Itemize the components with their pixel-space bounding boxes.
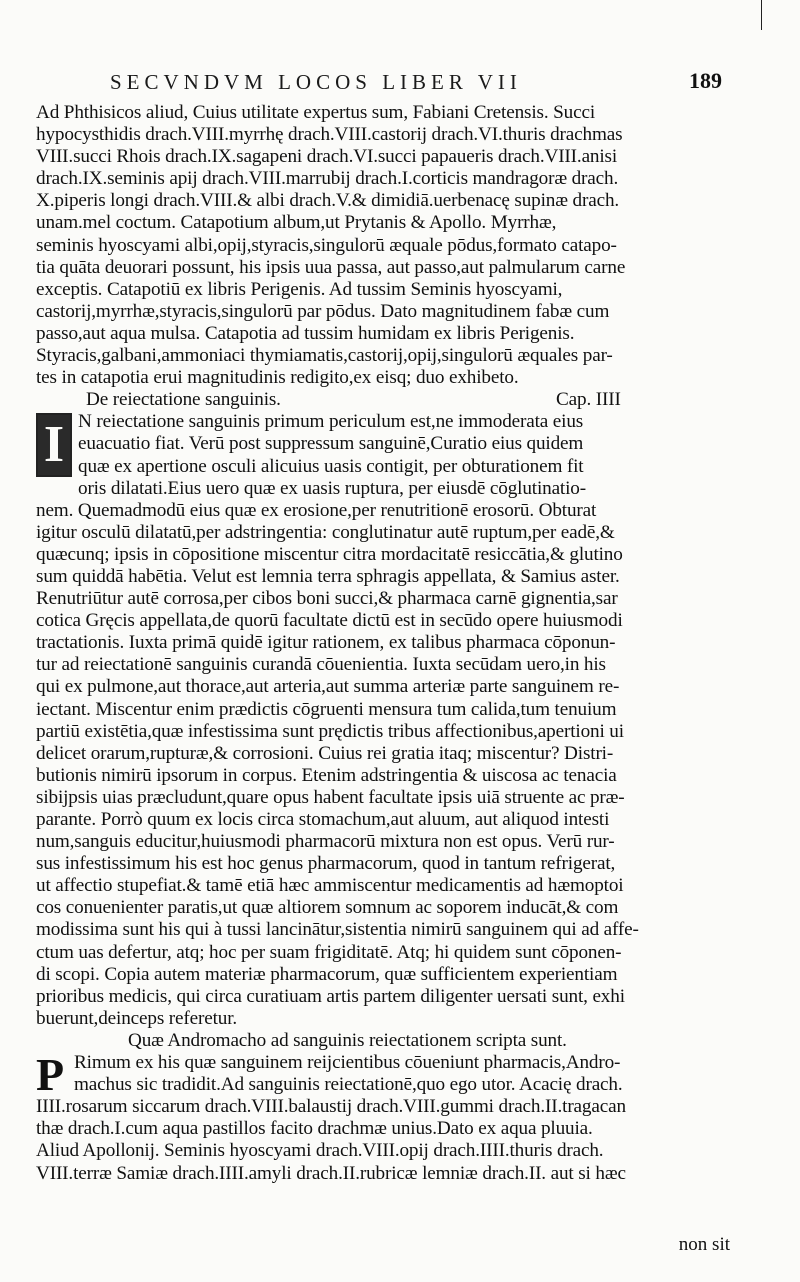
section-heading-andromacho: Quæ Andromacho ad sanguinis reiectationem scripta sunt. — [128, 1029, 567, 1051]
text-line: Rimum ex his quæ sanguinem reijcientibus cōueniunt pharmacis,Andro- — [74, 1052, 621, 1074]
text-line: di scopi. Copia autem materiæ pharmacorum, quæ sufficientem experientiam — [36, 963, 618, 985]
text-line: igitur osculū dilatatū,per adstringentia: conglutinatur autē ruptum,per eadē,& — [36, 521, 615, 543]
body-text — [36, 102, 730, 1185]
text-line: Styracis,galbani,ammoniaci thymiamatis,castorij,opij,singulorū æquales par- — [36, 345, 613, 367]
text-line: Ad Phthisicos aliud, Cuius utilitate expertus sum, Fabiani Cretensis. Succi — [36, 102, 595, 123]
text-line: machus sic tradidit.Ad sanguinis reiectationē,quo ego utor. Acacię drach. — [74, 1074, 623, 1096]
initial-capital-p: P — [36, 1049, 65, 1101]
text-line: sibijpsis uias præcludunt,quare opus habent facultate ipsis uiā struente ac præ- — [36, 786, 625, 808]
text-line: X.piperis longi drach.VIII.& albi drach.V.& dimidiā.uerbenacę supinæ drach. — [36, 190, 620, 212]
text-line: tes in catapotia erui magnitudinis redigito,ex eisq; duo exhibeto. — [36, 367, 519, 389]
paragraph-phthisicos — [36, 102, 730, 389]
text-line: delicet orarum,rupturæ,& corrosioni. Cuius rei gratia itaq; miscentur? Distri- — [36, 742, 614, 764]
running-head-title: SECVNDVM LOCOS LIBER VII — [110, 70, 522, 94]
text-line: exceptis. Catapotiū ex libris Perigenis. Ad tussim Seminis hyoscyami, — [36, 278, 563, 300]
text-line: partiū existētia,quæ infestissima sunt prędictis tribus affectionibus,apertioni ui — [36, 720, 624, 742]
text-line: oris dilatati.Eius uero quæ ex uasis ruptura, per eiusdē cōglutinatio- — [78, 477, 586, 499]
text-line: ctum uas defertur, atq; hoc per suam frigiditatē. Atq; hi quidem sunt cōponen- — [36, 941, 622, 963]
text-line: hypocysthidis drach.VIII.myrrhę drach.VIII.castorij drach.VI.thuris drachmas — [36, 124, 623, 146]
text-line: VIII.terræ Samiæ drach.IIII.amyli drach.II.rubricæ lemniæ drach.II. aut si hæc — [36, 1162, 626, 1184]
chapter-title: De reiectatione sanguinis. — [86, 389, 281, 411]
text-line: tur ad reiectationē sanguinis curandā cōuenientia. Iuxta secūdam uero,in his — [36, 654, 606, 676]
page-edge-rule — [761, 0, 762, 30]
decorated-initial: I — [36, 413, 72, 477]
text-line: buerunt,deinceps referetur. — [36, 1007, 238, 1029]
text-line: castorij,myrrhæ,styracis,singulorū par pōdus. Dato magnitudinem fabæ cum — [36, 300, 610, 322]
andromacho-text — [36, 1096, 730, 1184]
text-line: passo,aut aqua mulsa. Catapotia ad tussim humidam ex libris Perigenis. — [36, 322, 575, 344]
text-line: butionis nimirū ipsorum in corpus. Etenim adstringentia & uiscosa ac tenacia — [36, 764, 617, 786]
text-line: ut affectio stupefiat.& tamē etiā hæc ammiscentur medicamentis ad hæmoptoi — [36, 875, 624, 897]
chapter-number: Cap. IIII — [556, 389, 621, 411]
text-line: cos conuenienter paratis,ut quæ altiorem somnum ac soporem inducāt,& com — [36, 897, 619, 919]
chapter-text — [36, 500, 730, 1030]
text-line: euacuatio fiat. Verū post suppressum sanguinē,Curatio eius quidem — [78, 433, 584, 455]
running-head — [72, 68, 722, 96]
opening-lines — [36, 411, 730, 499]
text-line: modissima sunt his qui à tussi lancinātur,sistentia nimirū sanguinem qui ad affe- — [36, 919, 639, 941]
text-line: sum quiddā habētia. Velut est lemnia terra sphragis appellata, & Samius aster. — [36, 565, 620, 587]
chapter-heading — [36, 389, 730, 411]
text-line: IIII.rosarum siccarum drach.VIII.balaustij drach.VIII.gummi drach.II.tragacan — [36, 1096, 626, 1118]
text-line: quæcunq; ipsis in cōpositione miscentur citra mordacitatē resiccātia,& glutino — [36, 543, 623, 565]
text-line: Aliud Apollonij. Seminis hyoscyami drach.VIII.opij drach.IIII.thuris drach. — [36, 1140, 604, 1162]
text-line: tia quāta deuorari possunt, his ipsis uua passa, aut passo,aut palmularum carne — [36, 256, 626, 278]
text-line: drach.IX.seminis apij drach.VIII.marrubij drach.I.corticis mandragoræ drach. — [36, 168, 619, 190]
text-line: N reiectatione sanguinis primum periculum est,ne immoderata eius — [78, 411, 584, 433]
text-line: qui ex pulmone,aut thorace,aut arteria,aut summa arteriæ parte sanguinem re- — [36, 676, 620, 698]
text-line: Renutriūtur autē corrosa,per cibos boni succi,& pharmaca carnē gignentia,sar — [36, 588, 618, 610]
text-line: sus infestissimum his est hoc genus pharmacorum, quod in tantum refrigerat, — [36, 853, 616, 875]
text-line: unam.mel coctum. Catapotium album,ut Prytanis & Apollo. Myrrhæ, — [36, 212, 557, 234]
text-line: thæ drach.I.cum aqua pastillos facito drachmæ unius.Dato ex aqua pluuia. — [36, 1118, 593, 1140]
text-line: VIII.succi Rhois drach.IX.sagapeni drach.VI.succi papaueris drach.VIII.anisi — [36, 146, 618, 168]
text-line: prioribus medicis, qui circa curatiuam artis partem diligenter uersati sunt, exhi — [36, 985, 625, 1007]
andromacho-opening-lines — [36, 1049, 730, 1101]
text-line: quæ ex apertione osculi alicuius uasis contigit, per obturationem fit — [78, 455, 584, 477]
text-line: nem. Quemadmodū eius quæ ex erosione,per renutritionē erosorū. Obturat — [36, 499, 597, 521]
catchword: non sit — [678, 1234, 730, 1255]
text-line: iectant. Miscentur enim prædictis cōgruenti mensura tum calida,tum tenuium — [36, 698, 617, 720]
andromacho-opening — [36, 1049, 730, 1101]
page-number: 189 — [689, 68, 722, 93]
text-line: num,sanguis educitur,huiusmodi pharmacorū mixtura non est opus. Verū rur- — [36, 831, 615, 853]
text-line: seminis hyoscyami albi,opij,styracis,singulorū æquale pōdus,formato catapo- — [36, 234, 617, 256]
text-line: tractationis. Iuxta primā quidē igitur rationem, ex talibus pharmaca cōponun- — [36, 632, 616, 654]
chapter-opening — [36, 411, 730, 499]
text-line: cotica Gręcis appellata,de quorū facultate dictū est in secūdo opere huiusmodi — [36, 610, 623, 632]
text-line: parante. Porrò quum ex locis circa stomachum,aut aluum, aut aliquod intesti — [36, 809, 610, 830]
